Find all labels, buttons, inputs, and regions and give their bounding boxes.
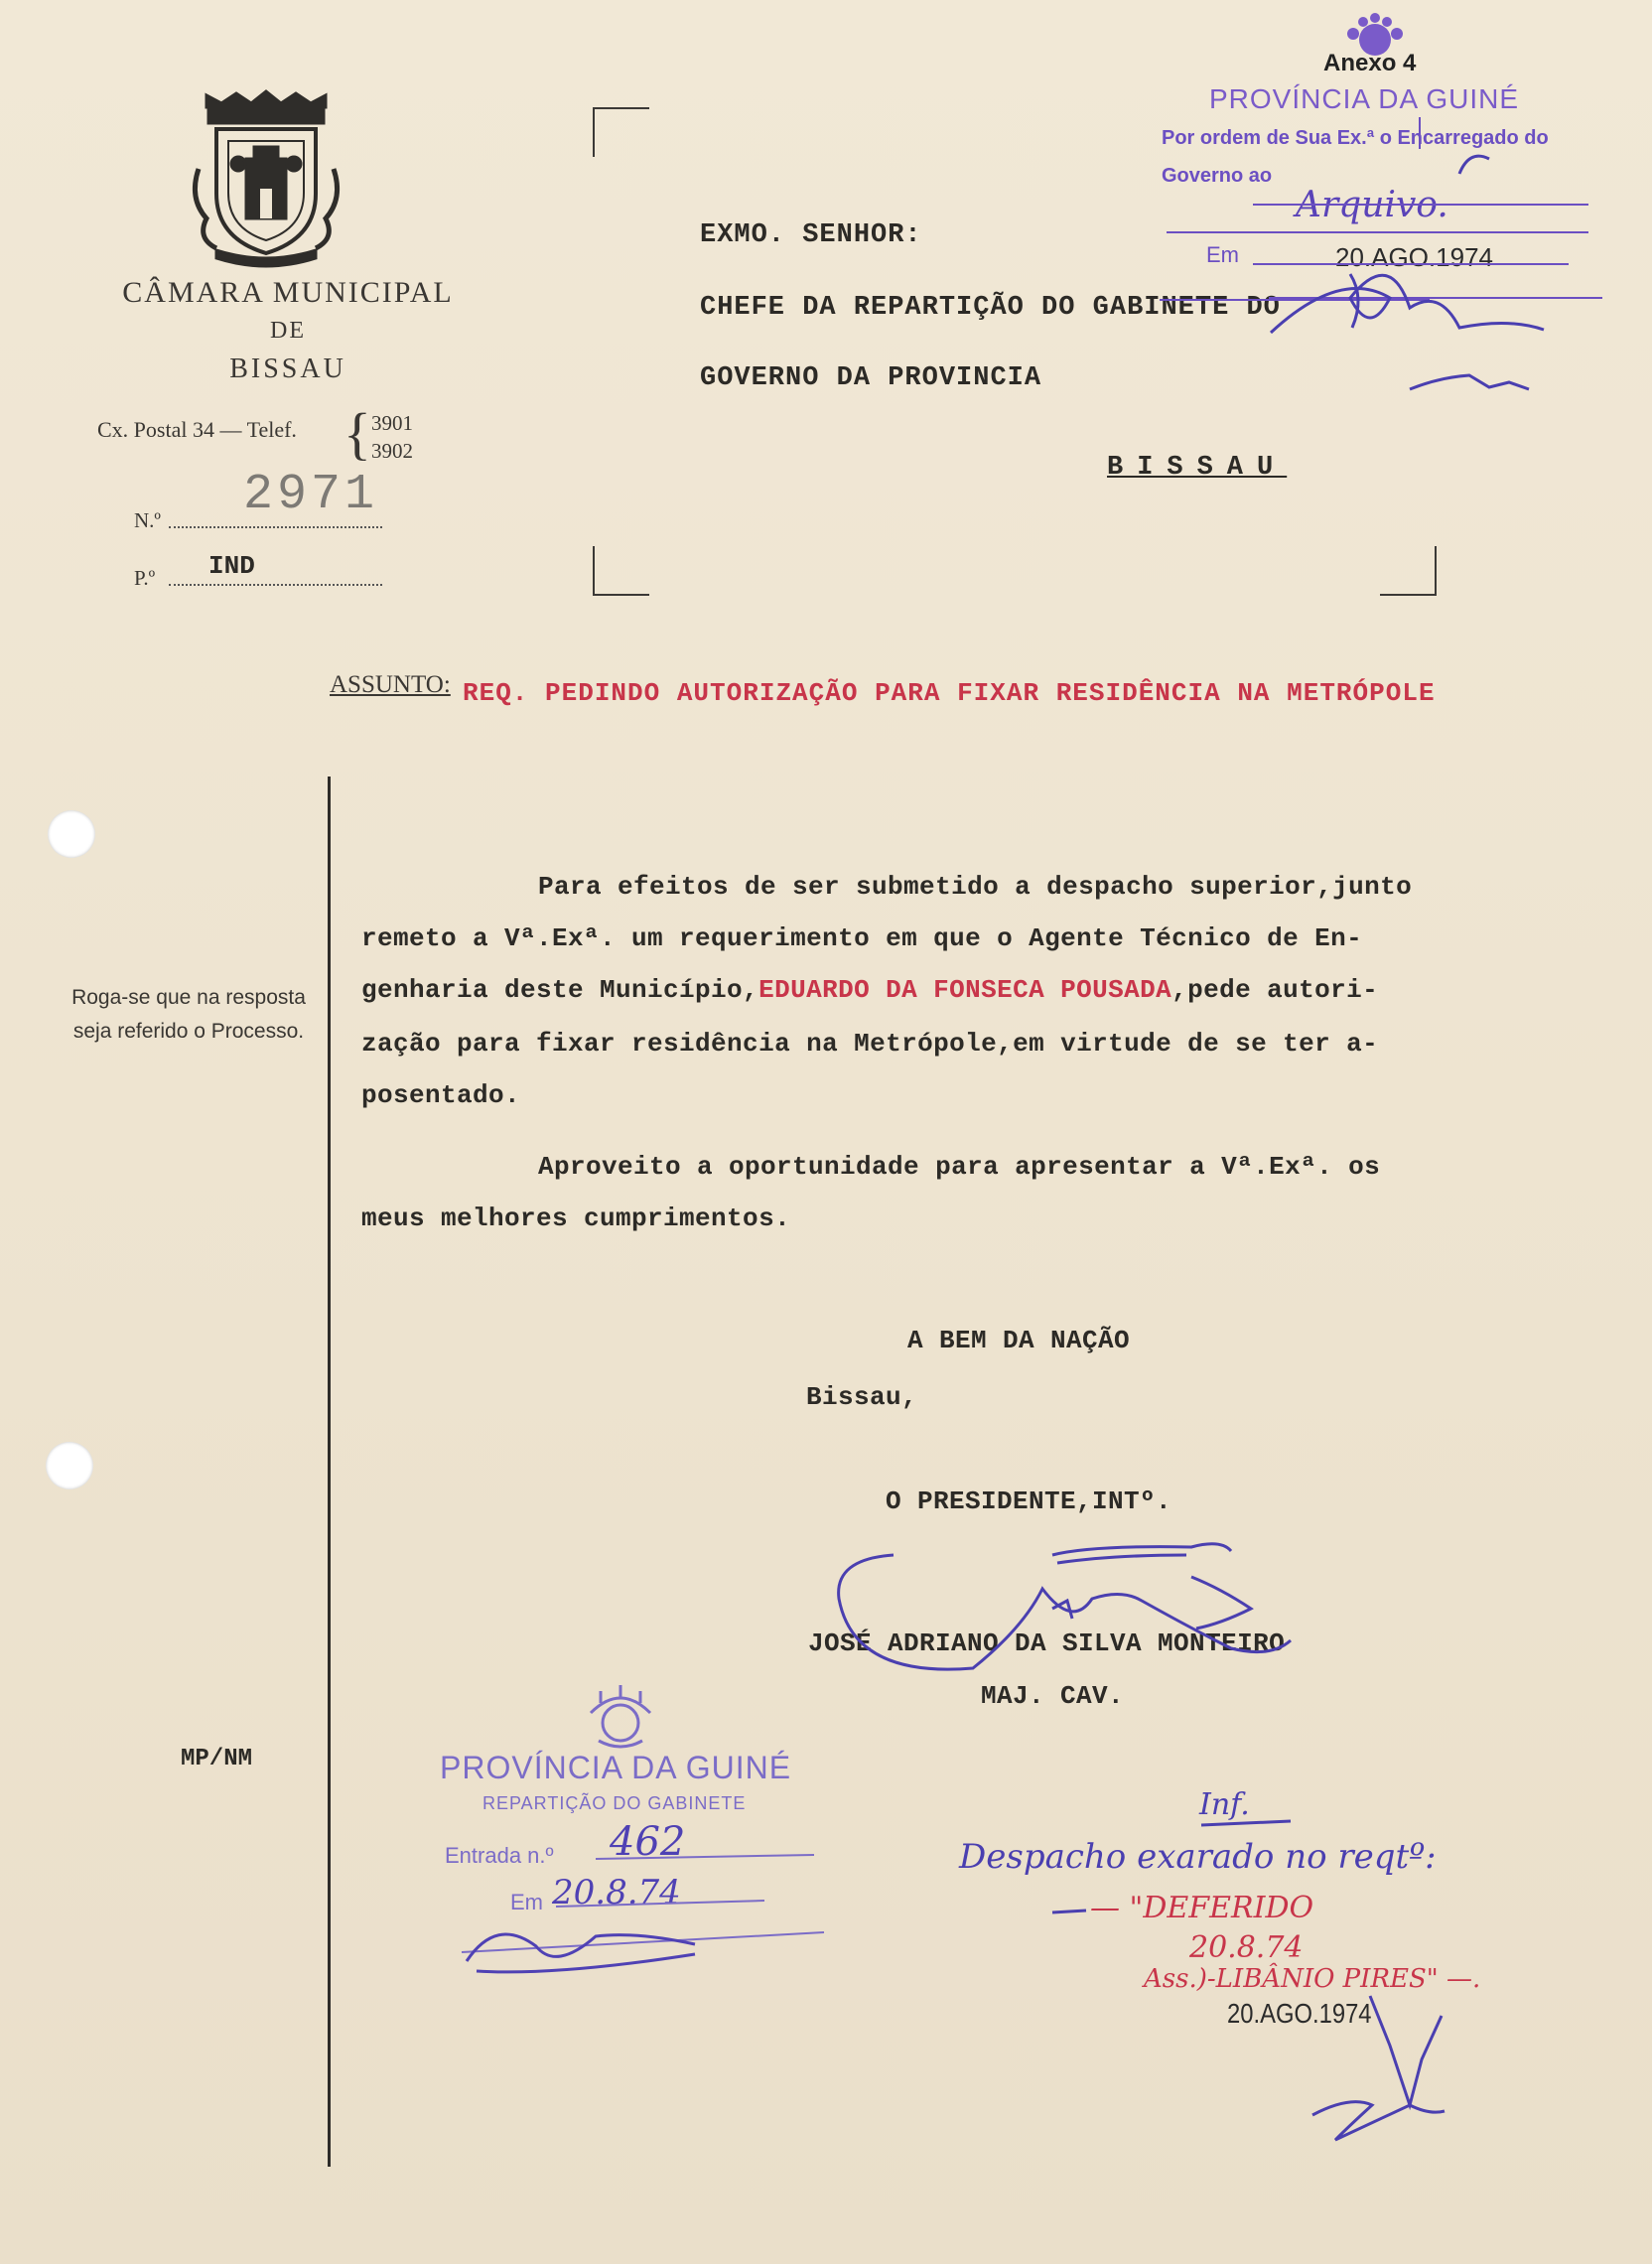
org-de: DE	[270, 318, 306, 344]
brace-glyph: {	[344, 401, 371, 466]
body-text-fragment: genharia deste Município,	[361, 975, 759, 1005]
entry-date: 20.8.74	[552, 1873, 681, 1912]
stamp-office: REPARTIÇÃO DO GABINETE	[482, 1793, 747, 1813]
despacho-header: Inf.	[1199, 1787, 1250, 1822]
body-text-fragment: ,pede autori-	[1171, 975, 1379, 1005]
body-line: posentado.	[361, 1080, 521, 1110]
body-line: Aproveito a oportunidade para apresentar a Vª.Exª. os	[538, 1152, 1381, 1182]
body-line: zação para fixar residência na Metrópole,em virtude de se ter a-	[361, 1029, 1379, 1059]
despacho-date-stamp: 20.AGO.1974	[1227, 1998, 1372, 2029]
process-dotted-line	[169, 584, 382, 586]
closing-place: Bissau,	[806, 1382, 918, 1412]
handwritten-destination: Arquivo.	[1296, 185, 1448, 225]
stamp-government-line: Governo ao	[1162, 165, 1273, 187]
annex-label: Anexo 4	[1323, 50, 1417, 76]
number-dotted-line	[169, 526, 382, 528]
entry-number: 462	[610, 1819, 686, 1865]
phone-2: 3902	[371, 439, 413, 463]
process-label: P.º	[134, 566, 156, 590]
org-name: CÂMARA MUNICIPAL	[122, 276, 454, 309]
address-bracket-top-left	[593, 107, 649, 157]
addressee-salutation: EXMO. SENHOR:	[700, 220, 922, 250]
municipal-crest-icon	[177, 89, 355, 268]
despacho-signature-line: Ass.)-LIBÂNIO PIRES" —.	[1144, 1964, 1481, 1994]
addressee-title: CHEFE DA REPARTIÇÃO DO GABINETE DO	[700, 293, 1281, 323]
stamp-order-line: Por ordem de Sua Ex.ª o Encarregado do	[1162, 127, 1549, 149]
address-bracket-bottom-left	[593, 546, 649, 596]
signatory-rank: MAJ. CAV.	[981, 1681, 1125, 1711]
body-line: remeto a Vª.Exª. um requerimento em que o Agente Técnico de En-	[361, 923, 1363, 953]
subject-text: REQ. PEDINDO AUTORIZAÇÃO PARA FIXAR RESIDÊNCIA NA METRÓPOLE	[463, 678, 1436, 708]
number-label: N.º	[134, 508, 161, 532]
stamp-em-label: Em	[510, 1890, 543, 1914]
stamp-em-label: Em	[1206, 242, 1239, 267]
process-value: IND	[208, 551, 255, 581]
postal-box: Cx. Postal 34 — Telef.	[97, 417, 297, 442]
subject-label: ASSUNTO:	[330, 671, 451, 698]
margin-note: Roga-se que na resposta seja referido o Processo.	[71, 986, 306, 1043]
address-bracket-bottom-right	[1380, 546, 1437, 596]
stamp-entry-label: Entrada n.º	[445, 1843, 554, 1868]
body-line: Para efeitos de ser submetido a despacho superior,junto	[538, 872, 1413, 902]
signatory-name: JOSÉ ADRIANO DA SILVA MONTEIRO	[808, 1628, 1286, 1658]
closing-motto: A BEM DA NAÇÃO	[907, 1326, 1131, 1355]
signatory-role: O PRESIDENTE,INTº.	[886, 1486, 1172, 1516]
body-line: meus melhores cumprimentos.	[361, 1203, 791, 1233]
stamp-emblem-icon	[571, 1683, 670, 1753]
addressee-city: BISSAU	[1107, 453, 1288, 483]
stamp-province: PROVÍNCIA DA GUINÉ	[440, 1750, 792, 1785]
org-city: BISSAU	[229, 354, 346, 384]
applicant-name: EDUARDO DA FONSECA POUSADA	[758, 975, 1172, 1005]
reference-code: MP/NM	[181, 1746, 253, 1772]
stamp-date: 20.AGO.1974	[1335, 242, 1493, 272]
body-line	[361, 975, 1378, 1005]
phone-1: 3901	[371, 411, 413, 435]
addressee-department: GOVERNO DA PROVINCIA	[700, 363, 1042, 393]
punch-hole	[48, 810, 95, 858]
despacho-line: Despacho exarado no reqtº:	[959, 1837, 1437, 1877]
despacho-decision: — "DEFERIDO	[1090, 1891, 1314, 1925]
despacho-decision-date: 20.8.74	[1189, 1930, 1304, 1965]
punch-hole	[46, 1442, 93, 1489]
margin-rule	[328, 777, 331, 2167]
stamp-province: PROVÍNCIA DA GUINÉ	[1209, 83, 1520, 114]
number-value: 2971	[243, 467, 379, 523]
